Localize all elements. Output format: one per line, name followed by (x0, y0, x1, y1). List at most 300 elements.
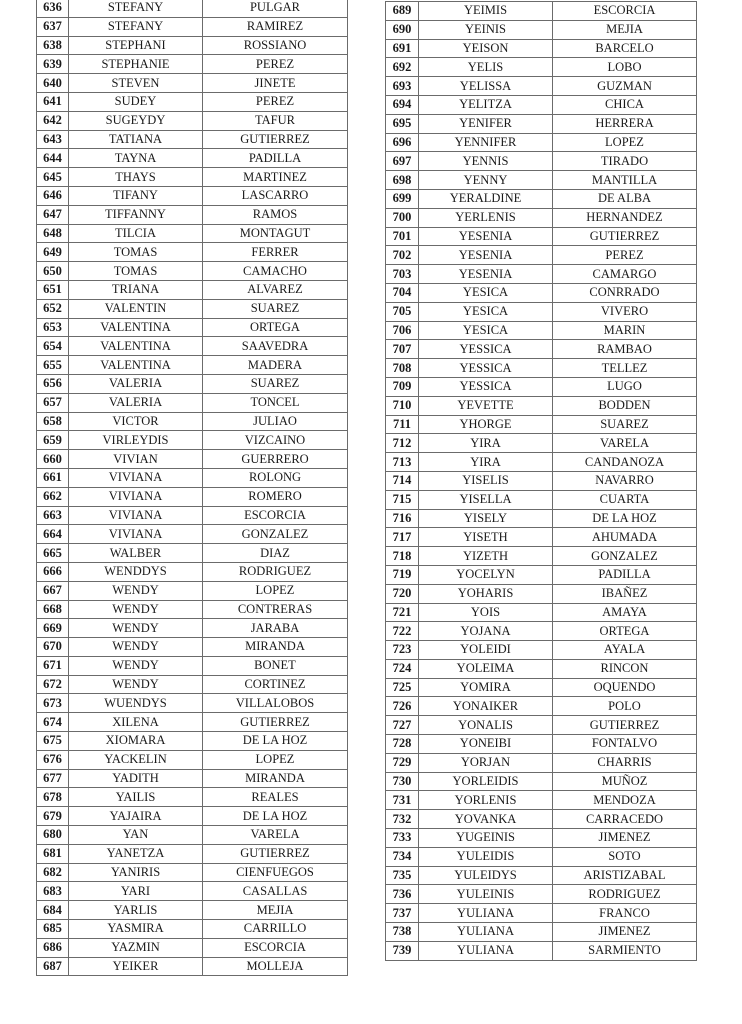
last-name: SARMIENTO (553, 941, 697, 960)
first-name: YANETZA (69, 844, 203, 863)
first-name: YESSICA (419, 340, 553, 359)
last-name: RAMIREZ (203, 17, 348, 36)
last-name: GUERRERO (203, 450, 348, 469)
table-row (386, 434, 697, 453)
last-name: MIRANDA (203, 769, 348, 788)
first-name: VICTOR (69, 412, 203, 431)
first-name: YISELIS (419, 471, 553, 490)
table-row (37, 788, 348, 807)
table-row (37, 318, 348, 337)
row-number: 722 (386, 622, 419, 641)
first-name: YOHARIS (419, 584, 553, 603)
first-name: STEFANY (69, 17, 203, 36)
row-number: 640 (37, 74, 69, 93)
table-row (37, 111, 348, 130)
table-row (37, 55, 348, 74)
first-name: STEPHANIE (69, 55, 203, 74)
first-name: YESENIA (419, 265, 553, 284)
table-row (386, 941, 697, 960)
last-name: GUTIERREZ (203, 844, 348, 863)
first-name: YUGEINIS (419, 829, 553, 848)
last-name: HERRERA (553, 114, 697, 133)
last-name: ARISTIZABAL (553, 866, 697, 885)
table-row (386, 152, 697, 171)
last-name: VARELA (203, 826, 348, 845)
last-name: LOPEZ (203, 750, 348, 769)
row-number: 718 (386, 547, 419, 566)
row-number: 647 (37, 205, 69, 224)
first-name: YOJANA (419, 622, 553, 641)
last-name: PADILLA (553, 565, 697, 584)
row-number: 703 (386, 265, 419, 284)
first-name: YADITH (69, 769, 203, 788)
table-row (386, 246, 697, 265)
first-name: STEFANY (69, 0, 203, 17)
first-name: WALBER (69, 544, 203, 563)
last-name: VIVERO (553, 302, 697, 321)
first-name: VIVIANA (69, 525, 203, 544)
first-name: TOMAS (69, 243, 203, 262)
last-name: FONTALVO (553, 735, 697, 754)
row-number: 639 (37, 55, 69, 74)
row-number: 699 (386, 189, 419, 208)
table-row (386, 133, 697, 152)
row-number: 683 (37, 882, 69, 901)
table-row (37, 844, 348, 863)
table-row (386, 471, 697, 490)
last-name: GUZMAN (553, 77, 697, 96)
first-name: YULIANA (419, 941, 553, 960)
table-row (386, 753, 697, 772)
first-name: YISELLA (419, 490, 553, 509)
first-name: VIVIAN (69, 450, 203, 469)
first-name: XIOMARA (69, 732, 203, 751)
first-name: YASMIRA (69, 920, 203, 939)
last-name: BARCELO (553, 39, 697, 58)
table-row (386, 866, 697, 885)
last-name: SUAREZ (203, 299, 348, 318)
row-number: 717 (386, 528, 419, 547)
first-name: YIRA (419, 453, 553, 472)
table-row (386, 565, 697, 584)
first-name: YESICA (419, 302, 553, 321)
row-number: 666 (37, 562, 69, 581)
table-row (386, 39, 697, 58)
row-number: 650 (37, 262, 69, 281)
first-name: YONAIKER (419, 697, 553, 716)
table-row (386, 923, 697, 942)
table-row (37, 450, 348, 469)
last-name: ESCORCIA (203, 938, 348, 957)
table-row (386, 77, 697, 96)
first-name: YORLENIS (419, 791, 553, 810)
last-name: SAAVEDRA (203, 337, 348, 356)
table-row (37, 224, 348, 243)
last-name: MUÑOZ (553, 772, 697, 791)
last-name: VIZCAINO (203, 431, 348, 450)
table-row (37, 600, 348, 619)
table-row (37, 920, 348, 939)
first-name: VALENTIN (69, 299, 203, 318)
table-row (386, 453, 697, 472)
last-name: CHARRIS (553, 753, 697, 772)
table-row (386, 490, 697, 509)
row-number: 706 (386, 321, 419, 340)
first-name: YOMIRA (419, 678, 553, 697)
last-name: GONZALEZ (553, 547, 697, 566)
last-name: NAVARRO (553, 471, 697, 490)
first-name: VIRLEYDIS (69, 431, 203, 450)
first-name: YEIMIS (419, 2, 553, 21)
table-row (386, 678, 697, 697)
first-name: YESSICA (419, 359, 553, 378)
first-name: YISETH (419, 528, 553, 547)
first-name: YENNIS (419, 152, 553, 171)
first-name: YEVETTE (419, 396, 553, 415)
last-name: RODRIGUEZ (553, 885, 697, 904)
table-row (37, 412, 348, 431)
first-name: YOLEIDI (419, 641, 553, 660)
last-name: VILLALOBOS (203, 694, 348, 713)
first-name: VIVIANA (69, 506, 203, 525)
last-name: PADILLA (203, 149, 348, 168)
row-number: 709 (386, 377, 419, 396)
last-name: LASCARRO (203, 186, 348, 205)
last-name: ORTEGA (203, 318, 348, 337)
row-number: 728 (386, 735, 419, 754)
table-row (37, 356, 348, 375)
last-name: PEREZ (203, 92, 348, 111)
table-row (37, 17, 348, 36)
first-name: YEISON (419, 39, 553, 58)
first-name: YORLEIDIS (419, 772, 553, 791)
table-row (37, 36, 348, 55)
row-number: 660 (37, 450, 69, 469)
table-row (37, 732, 348, 751)
table-row (386, 659, 697, 678)
row-number: 712 (386, 434, 419, 453)
row-number: 671 (37, 656, 69, 675)
table-row (386, 377, 697, 396)
first-name: TIFFANNY (69, 205, 203, 224)
table-row (37, 487, 348, 506)
last-name: ORTEGA (553, 622, 697, 641)
table-row (37, 750, 348, 769)
row-number: 677 (37, 769, 69, 788)
last-name: BONET (203, 656, 348, 675)
row-number: 702 (386, 246, 419, 265)
first-name: YAILIS (69, 788, 203, 807)
last-name: MIRANDA (203, 638, 348, 657)
table-row (386, 189, 697, 208)
row-number: 734 (386, 847, 419, 866)
first-name: VALERIA (69, 393, 203, 412)
row-number: 645 (37, 168, 69, 187)
row-number: 686 (37, 938, 69, 957)
roster-table-right (385, 1, 697, 961)
first-name: STEVEN (69, 74, 203, 93)
last-name: HERNANDEZ (553, 208, 697, 227)
first-name: YERLENIS (419, 208, 553, 227)
first-name: WENDY (69, 638, 203, 657)
roster-table-left (36, 0, 348, 976)
row-number: 733 (386, 829, 419, 848)
last-name: LUGO (553, 377, 697, 396)
row-number: 730 (386, 772, 419, 791)
last-name: PEREZ (203, 55, 348, 74)
row-number: 700 (386, 208, 419, 227)
first-name: YARLIS (69, 901, 203, 920)
first-name: WENDY (69, 600, 203, 619)
first-name: TILCIA (69, 224, 203, 243)
last-name: JIMENEZ (553, 923, 697, 942)
table-row (37, 74, 348, 93)
first-name: WENDY (69, 619, 203, 638)
first-name: YENNY (419, 171, 553, 190)
first-name: YULEIDYS (419, 866, 553, 885)
row-number: 719 (386, 565, 419, 584)
first-name: TIFANY (69, 186, 203, 205)
last-name: GUTIERREZ (203, 713, 348, 732)
table-row (37, 544, 348, 563)
row-number: 725 (386, 678, 419, 697)
last-name: IBAÑEZ (553, 584, 697, 603)
table-row (386, 810, 697, 829)
table-row (37, 863, 348, 882)
row-number: 674 (37, 713, 69, 732)
first-name: YONALIS (419, 716, 553, 735)
first-name: YAZMIN (69, 938, 203, 957)
last-name: ALVAREZ (203, 280, 348, 299)
last-name: ESCORCIA (553, 2, 697, 21)
table-row (386, 885, 697, 904)
table-row (37, 337, 348, 356)
first-name: VIVIANA (69, 487, 203, 506)
row-number: 731 (386, 791, 419, 810)
table-row (37, 92, 348, 111)
row-number: 694 (386, 95, 419, 114)
table-row (37, 393, 348, 412)
table-row (386, 302, 697, 321)
last-name: DE LA HOZ (553, 509, 697, 528)
last-name: SUAREZ (203, 374, 348, 393)
row-number: 659 (37, 431, 69, 450)
first-name: TOMAS (69, 262, 203, 281)
first-name: VALENTINA (69, 356, 203, 375)
table-row (386, 321, 697, 340)
row-number: 692 (386, 58, 419, 77)
row-number: 715 (386, 490, 419, 509)
table-row (37, 468, 348, 487)
row-number: 649 (37, 243, 69, 262)
last-name: AMAYA (553, 603, 697, 622)
first-name: WENDY (69, 675, 203, 694)
row-number: 708 (386, 359, 419, 378)
row-number: 636 (37, 0, 69, 17)
table-row (386, 847, 697, 866)
last-name: ROLONG (203, 468, 348, 487)
row-number: 662 (37, 487, 69, 506)
table-row (37, 299, 348, 318)
row-number: 655 (37, 356, 69, 375)
row-number: 651 (37, 280, 69, 299)
table-row (37, 525, 348, 544)
row-number: 714 (386, 471, 419, 490)
table-row (386, 283, 697, 302)
row-number: 648 (37, 224, 69, 243)
row-number: 704 (386, 283, 419, 302)
row-number: 682 (37, 863, 69, 882)
first-name: YHORGE (419, 415, 553, 434)
row-number: 737 (386, 904, 419, 923)
first-name: YOLEIMA (419, 659, 553, 678)
first-name: YULIANA (419, 923, 553, 942)
last-name: RAMBAO (553, 340, 697, 359)
first-name: YULIANA (419, 904, 553, 923)
last-name: GONZALEZ (203, 525, 348, 544)
row-number: 665 (37, 544, 69, 563)
table-row (37, 374, 348, 393)
table-row (386, 114, 697, 133)
last-name: FERRER (203, 243, 348, 262)
row-number: 652 (37, 299, 69, 318)
first-name: TAYNA (69, 149, 203, 168)
row-number: 723 (386, 641, 419, 660)
last-name: GUTIERREZ (553, 227, 697, 246)
table-row (386, 791, 697, 810)
row-number: 672 (37, 675, 69, 694)
table-row (386, 171, 697, 190)
first-name: YAN (69, 826, 203, 845)
last-name: BODDEN (553, 396, 697, 415)
first-name: YULEIDIS (419, 847, 553, 866)
row-number: 664 (37, 525, 69, 544)
last-name: CHICA (553, 95, 697, 114)
last-name: VARELA (553, 434, 697, 453)
last-name: TELLEZ (553, 359, 697, 378)
first-name: YIRA (419, 434, 553, 453)
table-row (37, 581, 348, 600)
last-name: OQUENDO (553, 678, 697, 697)
table-row (37, 638, 348, 657)
row-number: 696 (386, 133, 419, 152)
row-number: 721 (386, 603, 419, 622)
last-name: MONTAGUT (203, 224, 348, 243)
first-name: WENDDYS (69, 562, 203, 581)
first-name: YESENIA (419, 246, 553, 265)
first-name: YEIKER (69, 957, 203, 976)
row-number: 690 (386, 20, 419, 39)
table-row (37, 675, 348, 694)
table-row (386, 904, 697, 923)
last-name: CONRRADO (553, 283, 697, 302)
table-row (37, 826, 348, 845)
table-row (37, 619, 348, 638)
first-name: WENDY (69, 581, 203, 600)
first-name: YOVANKA (419, 810, 553, 829)
first-name: XILENA (69, 713, 203, 732)
last-name: PULGAR (203, 0, 348, 17)
row-number: 710 (386, 396, 419, 415)
first-name: SUGEYDY (69, 111, 203, 130)
first-name: YANIRIS (69, 863, 203, 882)
row-number: 693 (386, 77, 419, 96)
row-number: 735 (386, 866, 419, 885)
first-name: YELISSA (419, 77, 553, 96)
last-name: RINCON (553, 659, 697, 678)
table-row (386, 2, 697, 21)
row-number: 676 (37, 750, 69, 769)
first-name: VALENTINA (69, 337, 203, 356)
first-name: SUDEY (69, 92, 203, 111)
row-number: 670 (37, 638, 69, 657)
last-name: MARTINEZ (203, 168, 348, 187)
table-row (37, 769, 348, 788)
last-name: AYALA (553, 641, 697, 660)
last-name: CASALLAS (203, 882, 348, 901)
table-row (386, 716, 697, 735)
row-number: 724 (386, 659, 419, 678)
table-row (386, 265, 697, 284)
last-name: DE LA HOZ (203, 807, 348, 826)
last-name: MADERA (203, 356, 348, 375)
last-name: DIAZ (203, 544, 348, 563)
row-number: 653 (37, 318, 69, 337)
last-name: RAMOS (203, 205, 348, 224)
table-row (37, 130, 348, 149)
row-number: 673 (37, 694, 69, 713)
table-row (386, 208, 697, 227)
row-number: 678 (37, 788, 69, 807)
table-row (37, 562, 348, 581)
first-name: VIVIANA (69, 468, 203, 487)
table-row (37, 957, 348, 976)
last-name: GUTIERREZ (203, 130, 348, 149)
table-row (386, 415, 697, 434)
last-name: JARABA (203, 619, 348, 638)
table-row (386, 547, 697, 566)
row-number: 713 (386, 453, 419, 472)
row-number: 685 (37, 920, 69, 939)
row-number: 669 (37, 619, 69, 638)
table-row (386, 603, 697, 622)
row-number: 643 (37, 130, 69, 149)
last-name: PEREZ (553, 246, 697, 265)
first-name: YOIS (419, 603, 553, 622)
last-name: TIRADO (553, 152, 697, 171)
row-number: 691 (386, 39, 419, 58)
last-name: CAMARGO (553, 265, 697, 284)
first-name: YESENIA (419, 227, 553, 246)
last-name: REALES (203, 788, 348, 807)
row-number: 687 (37, 957, 69, 976)
row-number: 663 (37, 506, 69, 525)
first-name: YONEIBI (419, 735, 553, 754)
last-name: CARRACEDO (553, 810, 697, 829)
last-name: TONCEL (203, 393, 348, 412)
table-row (386, 641, 697, 660)
first-name: YELITZA (419, 95, 553, 114)
table-row (37, 901, 348, 920)
table-row (37, 882, 348, 901)
table-row (386, 829, 697, 848)
roster-table-left-body (37, 0, 348, 976)
row-number: 675 (37, 732, 69, 751)
table-row (37, 0, 348, 17)
table-row (386, 735, 697, 754)
table-row (386, 359, 697, 378)
table-row (37, 280, 348, 299)
